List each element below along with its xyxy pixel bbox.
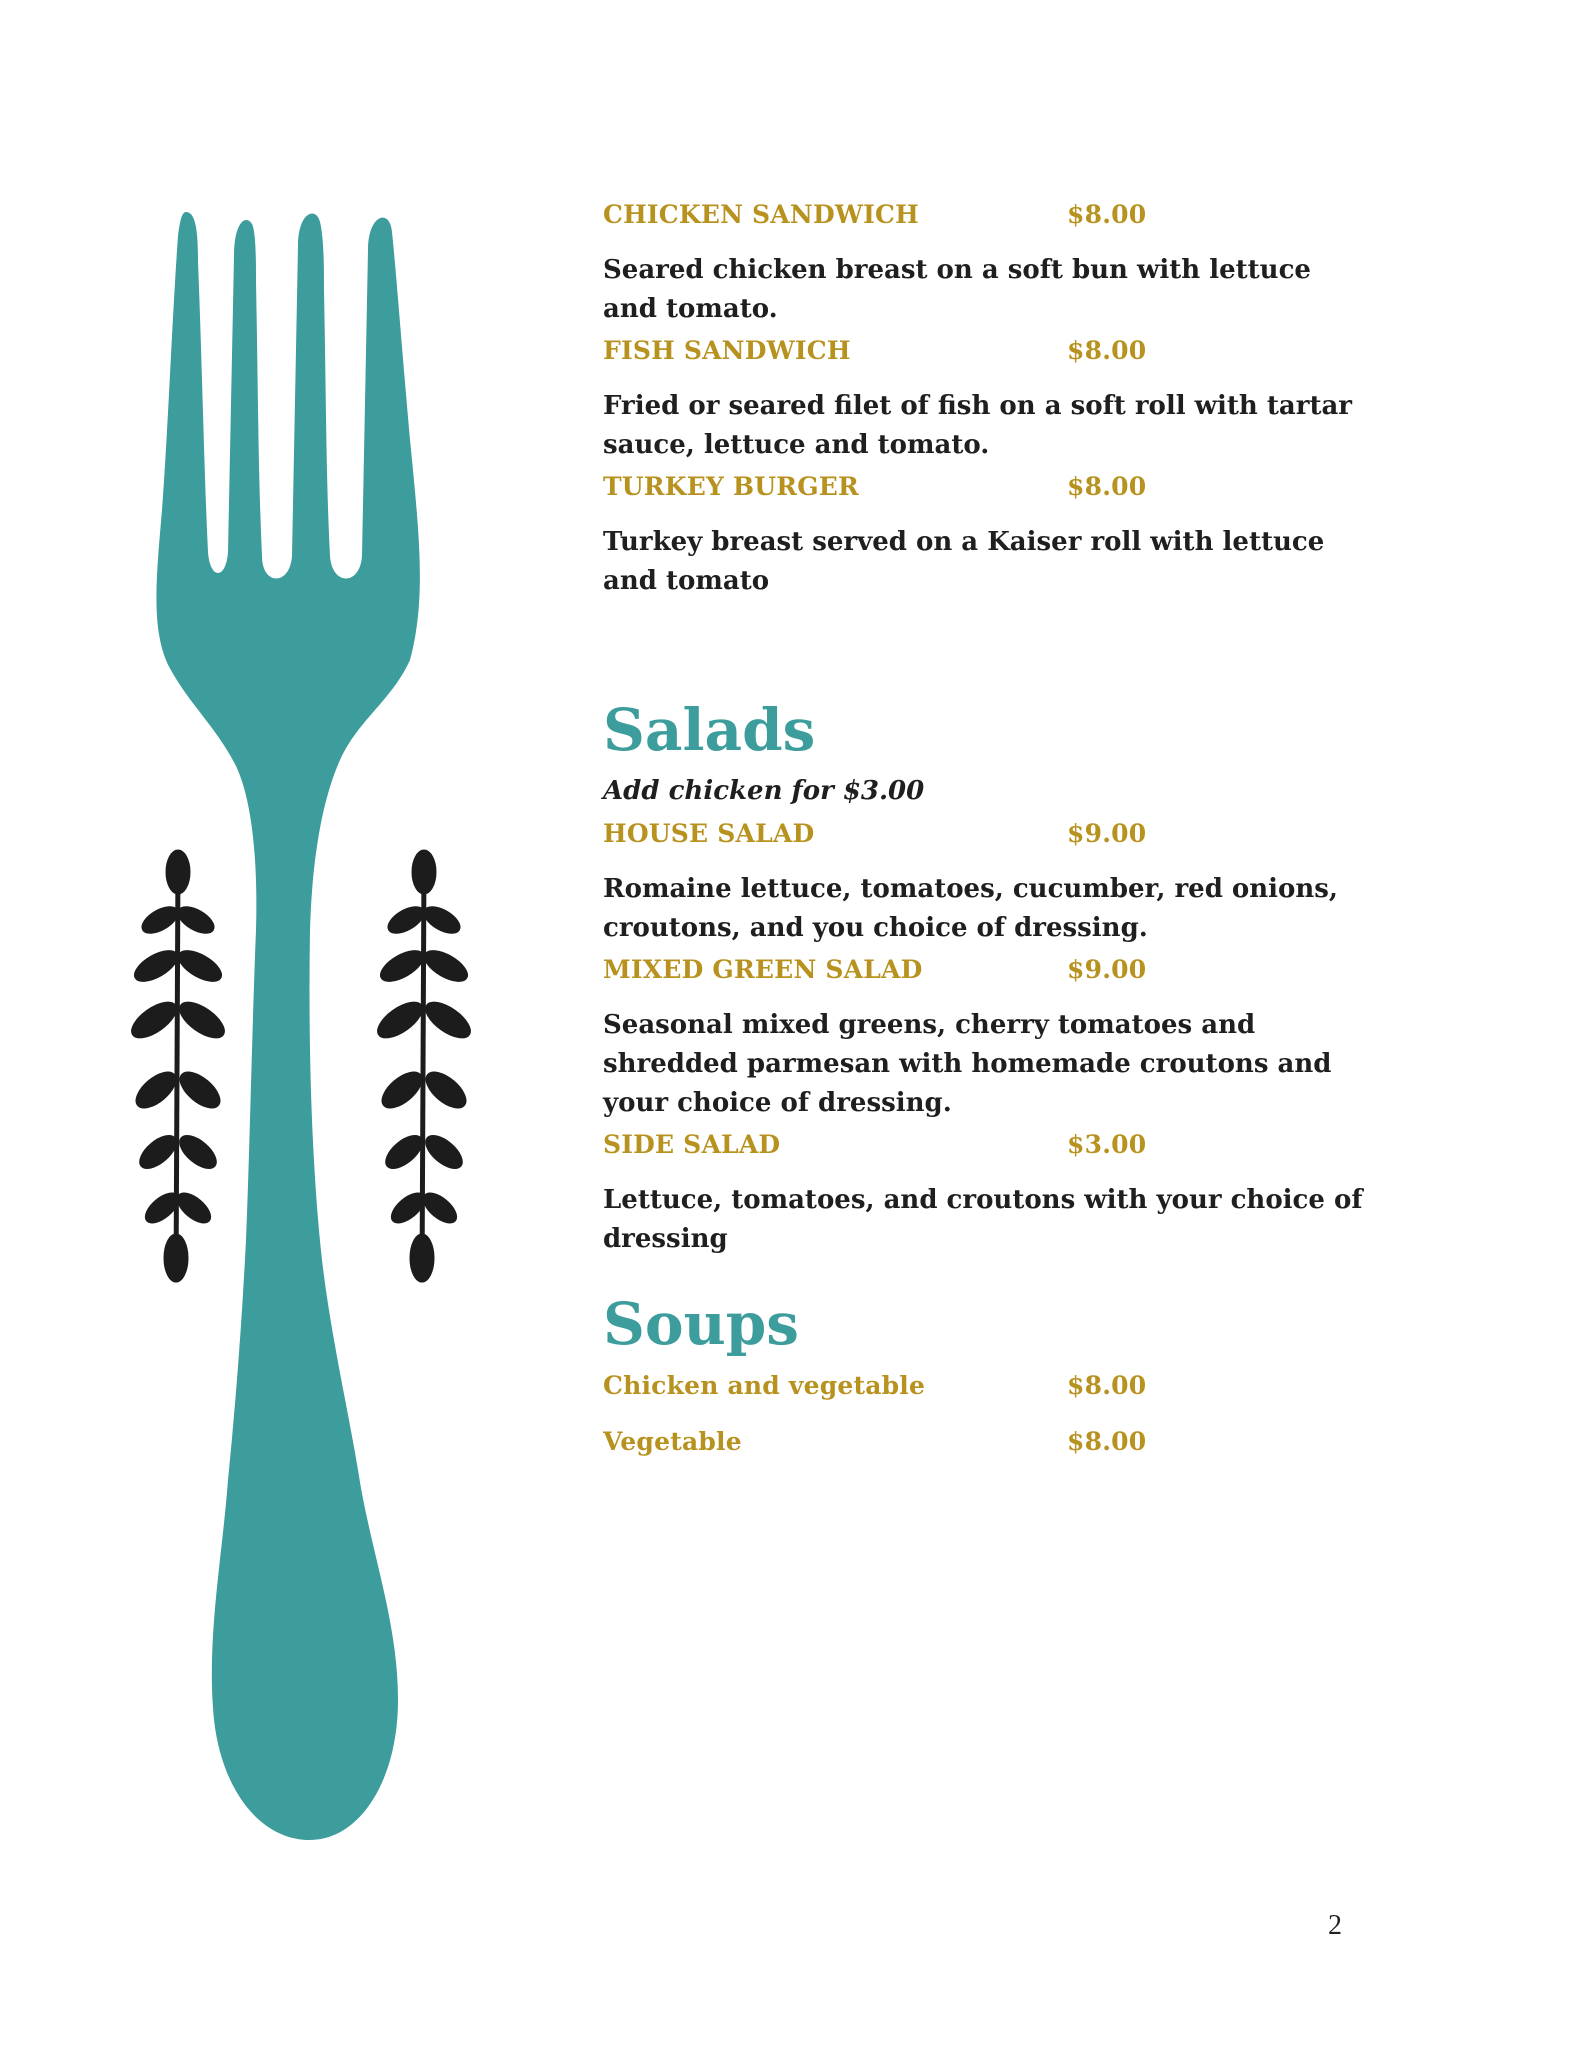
item-name: CHICKEN SANDWICH: [603, 200, 919, 229]
item-price: $9.00: [1067, 955, 1147, 984]
item-description: Fried or seared filet of fish on a soft roll with tartar sauce, lettuce and tomato.: [603, 391, 1352, 460]
item-name: Chicken and vegetable: [603, 1371, 926, 1400]
item-price: $8.00: [1067, 200, 1147, 229]
item-price: $9.00: [1067, 819, 1147, 848]
menu-item-chicken-sandwich: [603, 200, 1363, 329]
menu-item-chicken-and-vegetable: [603, 1371, 1363, 1427]
item-name: FISH SANDWICH: [603, 336, 851, 365]
section-title-salads: Salads: [603, 696, 816, 764]
sandwich-list: [603, 200, 1363, 601]
item-price: $8.00: [1067, 1427, 1147, 1456]
item-description: Seared chicken breast on a soft bun with lettuce and tomato.: [603, 255, 1311, 324]
item-price: $8.00: [1067, 1371, 1147, 1400]
item-price: $8.00: [1067, 472, 1147, 501]
item-description: Romaine lettuce, tomatoes, cucumber, red onions, croutons, and you choice of dressing.: [603, 874, 1338, 943]
leaf-sprig-icon: [372, 850, 476, 1282]
item-price: $3.00: [1067, 1130, 1147, 1159]
item-name: SIDE SALAD: [603, 1130, 781, 1159]
item-name: MIXED GREEN SALAD: [603, 955, 923, 984]
soups-section: [603, 1289, 1363, 1483]
menu-illustration: [0, 0, 560, 2048]
page-number: 2: [1328, 1910, 1342, 1941]
section-title-soups: Soups: [603, 1290, 799, 1358]
menu-item-side-salad: [603, 1130, 1363, 1259]
item-name: Vegetable: [603, 1427, 742, 1456]
menu-item-house-salad: [603, 819, 1363, 948]
item-description: Turkey breast served on a Kaiser roll with lettuce and tomato: [603, 527, 1325, 596]
item-description: Lettuce, tomatoes, and croutons with your choice of dressing: [603, 1185, 1363, 1254]
item-price: $8.00: [1067, 336, 1147, 365]
section-note: Add chicken for $3.00: [603, 776, 925, 806]
menu-content: [603, 200, 1363, 1483]
leaf-sprig-icon: [126, 850, 230, 1282]
salads-section: [603, 695, 1363, 1259]
menu-item-fish-sandwich: [603, 336, 1363, 465]
menu-item-turkey-burger: [603, 472, 1363, 601]
menu-item-mixed-green-salad: [603, 955, 1363, 1123]
item-description: Seasonal mixed greens, cherry tomatoes and shredded parmesan with homemade croutons and your choice of dressing.: [603, 1010, 1332, 1118]
item-name: HOUSE SALAD: [603, 819, 815, 848]
item-name: TURKEY BURGER: [603, 472, 860, 501]
menu-item-vegetable: [603, 1427, 1363, 1483]
